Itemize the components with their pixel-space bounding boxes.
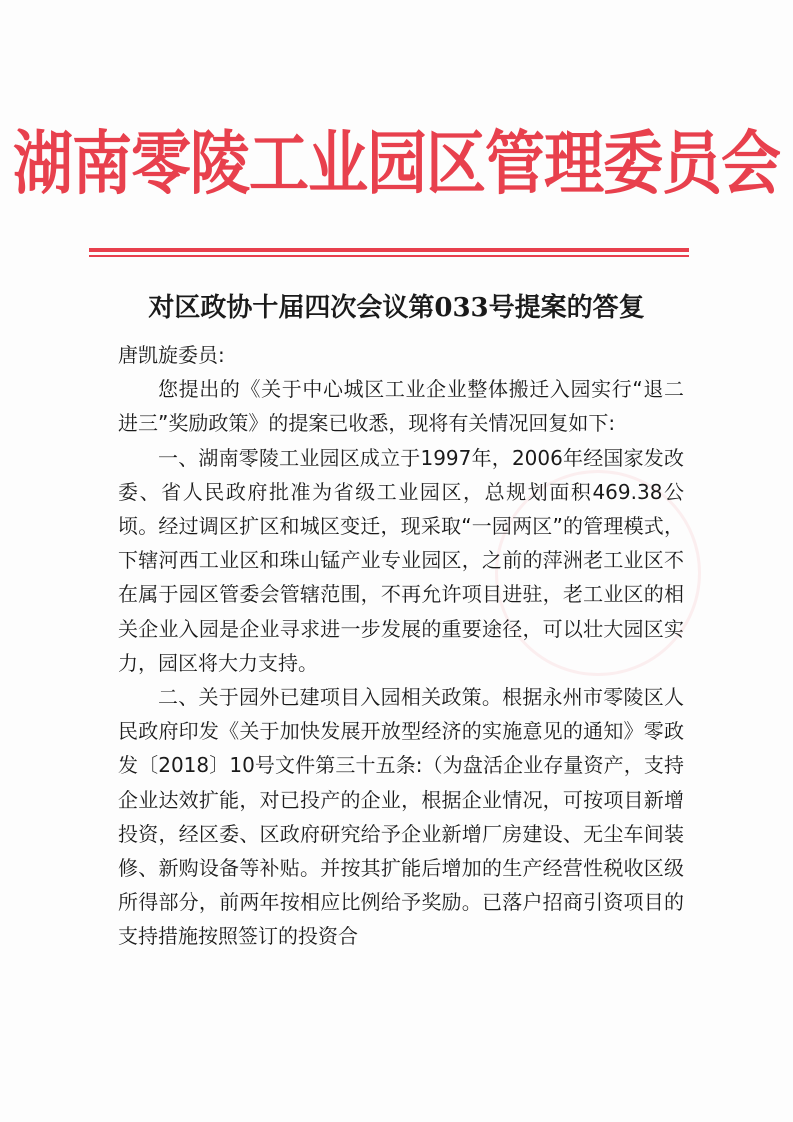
letterhead-rule-thick: [89, 248, 689, 252]
letterhead-rule-thin: [89, 255, 689, 257]
document-title: 对区政协十届四次会议第033号提案的答复: [148, 293, 645, 323]
letterhead-org-name: 湖南零陵工业园区管理委员会: [13, 123, 780, 205]
salutation: 唐凯旋委员:: [118, 343, 225, 367]
paragraph-intro: 您提出的《关于中心城区工业企业整体搬迁入园实行“退二进三”奖励政策》的提案已收悉，现将有关情况回复如下:: [118, 377, 684, 436]
paragraph-section-one: 一、湖南零陵工业园区成立于1997年，2006年经国家发改委、省人民政府批准为省级工业园区，总规划面积469.38公顷。经过调区扩区和城区变迁，现采取“一园两区”的管理模式，下辖河西工业区和珠山锰产业专业园区，之前的萍洲老工业区不在属于园区管委会管辖范围，不再允许项目进驻，老工业区的相关企业入园是企业寻求进一步发展的重要途径，可以壮大园区实力，园区将大力支持。: [118, 445, 684, 675]
paragraph-section-two: 二、关于园外已建项目入园相关政策。根据永州市零陵区人民政府印发《关于加快发展开放型经济的实施意见的通知》零政发〔2018〕10号文件第三十五条:（为盘活企业存量资产，支持企业达效扩能，对已投产的企业，根据企业情况，可按项目新增投资，经区委、区政府研究给予企业新增厂房建设、无尘车间装修、新购设备等补贴。并按其扩能后增加的生产经营性税收区级所得部分，前两年按相应比例给予奖励。已落户招商引资项目的支持措施按照签订的投资合: [118, 685, 684, 949]
document-body: [118, 338, 684, 954]
